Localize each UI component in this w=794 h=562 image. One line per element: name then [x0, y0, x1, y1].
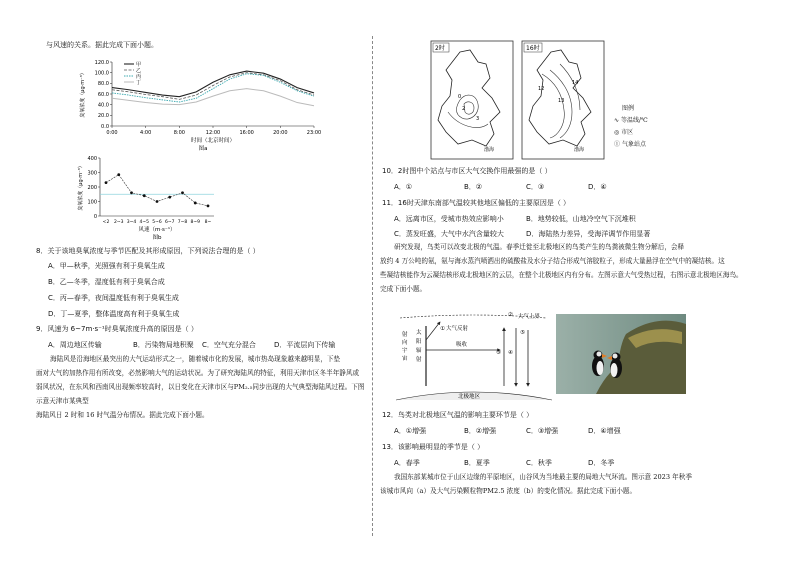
map-number: 13	[558, 98, 565, 104]
passage-line: 些凝结核能作为云凝结核形成北极地区的云层，在整个北极地区内有分布。左图示意大气受热过程，右图示意北极地区海鸟。	[380, 271, 743, 279]
question-10-stem: 10．2时图中个站点与市区大气交换作用最强的是（ ）	[382, 167, 552, 175]
question-9-stem: 9．风速为 6~7m·s⁻¹时臭氧浓度升高的原因是（ ）	[36, 325, 198, 333]
x-tick-label: 23:00	[306, 130, 322, 136]
x-tick-label: 16:00	[239, 130, 254, 136]
y-tick-label: 100.0	[94, 70, 109, 77]
passage-line: 该城市风向（a）及大气污染颗粒物PM2.5 浓度（b）的变化情况。据此完成下面小题。	[380, 487, 637, 495]
q9-option-c[interactable]: C．空气充分混合	[202, 341, 256, 349]
passage-line: 弱风状况，在东风和西南风出现频率较高时，以日变化在天津市区与PM₂.₅同步出现的大气典型海陆风过程。下图示意天津市某典型	[36, 383, 365, 405]
y-tick-label: 80.0	[97, 81, 109, 88]
arctic-seabird-photo	[556, 314, 686, 394]
x-tick-label: <2	[102, 220, 110, 225]
x-tick-label: 8:00	[173, 130, 185, 136]
tianjin-temperature-maps	[430, 40, 630, 160]
label-space-2: 向	[402, 340, 408, 346]
data-point	[117, 173, 120, 176]
q13-option-b[interactable]: B．夏季	[464, 459, 490, 467]
num-5: ⑤	[520, 330, 525, 336]
y-axis-label: 臭氧浓度（μg·m⁻³）	[78, 163, 84, 211]
passage-sea-land-breeze	[36, 352, 366, 422]
q13-option-a[interactable]: A．春季	[394, 459, 420, 467]
figure-a-caption: 图a	[198, 146, 208, 152]
label-surface: 北极地区	[458, 394, 481, 400]
map-legend-station: 气象站点	[621, 141, 646, 148]
x-tick-label: 20:00	[273, 130, 288, 136]
map-legend-city: 市区	[621, 129, 634, 136]
x-axis-label: 时间（北京时间）	[190, 138, 236, 144]
x-tick-label: 2~3	[114, 220, 124, 225]
chart-figure-b	[74, 154, 234, 244]
y-tick-label: 400	[87, 155, 97, 162]
q11-option-c[interactable]: C．蒸发旺盛，大气中水汽含量较大	[394, 230, 504, 238]
passage-line: 放约 4 万公吨的氨，氨与海水蒸汽喷洒出的硫酸盐及水分子结合形成气溶胶粒子，形成大量悬浮在空气中的凝结核。这	[380, 257, 725, 265]
x-tick-label: 4~5	[139, 220, 149, 225]
label-space-4: 宙	[402, 356, 408, 362]
q9-option-d[interactable]: D．平流层向下传输	[274, 341, 336, 349]
y-tick-label: 200	[87, 184, 97, 191]
q10-option-b[interactable]: B．②	[464, 183, 483, 191]
num-4: ④	[508, 350, 513, 356]
passage-line: 完成下面小题。	[380, 285, 427, 293]
label-solar-4: 射	[416, 357, 422, 363]
city-legend-icon: ◎	[614, 129, 620, 136]
passage-line: 海陆风日 2 时和 16 时气温分布情况。据此完成下面小题。	[36, 411, 209, 419]
question-13-stem: 13．该影响最明显的季节是（ ）	[382, 443, 485, 451]
q11-option-b[interactable]: B．地势较低，山地冷空气下沉堆积	[526, 215, 636, 223]
q10-option-c[interactable]: C．③	[526, 183, 545, 191]
num-2: ②	[508, 312, 513, 318]
x-tick-label: 0:00	[106, 130, 118, 136]
map-16h-title: 16时	[526, 45, 540, 52]
label-space-1: 射	[402, 332, 408, 338]
q10-option-a[interactable]: A．①	[394, 183, 413, 191]
map-number: 2	[462, 106, 466, 112]
figure-b-caption: 图b	[152, 235, 162, 241]
y-tick-label: 20.0	[97, 113, 109, 120]
y-tick-label: 0	[93, 213, 97, 220]
isotherm-line	[542, 74, 564, 138]
map-2h-outline	[438, 50, 500, 146]
label-space-3: 宇	[402, 348, 408, 354]
y-tick-label: 120.0	[94, 59, 109, 66]
q12-option-d[interactable]: D．④增强	[588, 427, 621, 435]
map-2h-title: 2时	[435, 45, 445, 52]
sea-label-16h: 渤海	[574, 147, 585, 153]
y-tick-label: 60.0	[97, 91, 109, 98]
q13-option-d[interactable]: D．冬季	[588, 459, 615, 467]
x-tick-label: 8~	[204, 220, 212, 225]
q8-option-d[interactable]: D．丁—夏季，整体温度高有利于臭氧生成	[48, 310, 180, 318]
data-point	[207, 204, 210, 207]
x-tick-label: 4:00	[140, 130, 152, 136]
q11-option-d[interactable]: D．海陆热力差异，受海洋调节作用显著	[526, 230, 651, 238]
data-point	[143, 194, 146, 197]
data-point	[156, 200, 159, 203]
x-axis-label: 风速（m·s⁻¹）	[138, 227, 176, 233]
label-solar-2: 阳	[416, 339, 422, 345]
q13-option-c[interactable]: C．秋季	[526, 459, 552, 467]
x-tick-label: 5~6	[152, 220, 162, 225]
q9-option-a[interactable]: A．周边地区传输	[48, 341, 102, 349]
map-number: 12	[538, 86, 545, 92]
series-line-乙	[112, 73, 314, 100]
q10-option-d[interactable]: D．④	[588, 183, 607, 191]
y-tick-label: 0.0	[101, 123, 109, 130]
map-legend	[614, 116, 648, 150]
x-tick-label: 6~7	[165, 220, 175, 225]
question-11-stem: 11．16时天津东南部气温较其他地区偏低的主要原因是（ ）	[382, 199, 571, 207]
label-atmosphere-top: 大气上界	[518, 314, 541, 320]
x-tick-label: 12:00	[205, 130, 221, 136]
map-number: 14	[572, 80, 579, 86]
question-12-stem: 12．鸟类对北极地区气温的影响主要环节是（ ）	[382, 411, 534, 419]
legend-label: 乙	[136, 67, 142, 74]
question-8-stem: 8．关于该地臭氧浓度与季节匹配及其形成原因，下列说法合理的是（ ）	[36, 247, 260, 255]
label-atm-reflect: 大气反射	[446, 326, 469, 332]
isotherm-line	[464, 102, 474, 114]
map-2h-frame	[431, 41, 513, 159]
q8-option-c[interactable]: C．丙—春季，夜间温度低有利于臭氧生成	[48, 294, 179, 302]
data-point	[181, 191, 184, 194]
map-number: 3	[476, 116, 480, 122]
num-1: ①	[440, 326, 445, 332]
data-point	[194, 202, 197, 205]
station-legend-icon: ①	[614, 141, 621, 148]
label-solar-3: 辐	[416, 348, 422, 354]
x-tick-label: 8~9	[190, 220, 200, 225]
passage-mountain-valley-wind	[380, 470, 750, 498]
legend-label: 丁	[136, 79, 142, 86]
q9-option-b[interactable]: B．污染物局地积聚	[133, 341, 194, 349]
x-tick-label: 7~8	[177, 220, 188, 225]
q8-option-a[interactable]: A．甲—秋季，光照强有利于臭氧生成	[48, 262, 165, 270]
passage-birds-arctic	[380, 240, 750, 296]
x-tick-label: 3~4	[126, 220, 137, 225]
num-3: ③	[496, 350, 501, 356]
passage-line: 我国东部某城市位于山区边缘的平原地区，山谷风为当地最主要的局地大气环流。图示意 2023 年秋季	[394, 473, 692, 481]
q11-option-a[interactable]: A．远离市区，受城市热效应影响小	[394, 215, 504, 223]
passage-line: 面对大气的加热作用有所改变，必然影响大气的运动状况。为了研究海陆风的特征，利用天津市区冬半年静风或	[36, 369, 360, 377]
column-divider	[372, 36, 373, 536]
label-absorb: 吸收	[456, 342, 468, 348]
reflect-arrow	[426, 322, 440, 340]
sea-label-2h: 渤海	[484, 147, 495, 153]
passage-line: 海陆风是沿海地区最突出的大气运动形式之一，随着城市化的发展，城市热岛现象越来越明显，下垫	[50, 355, 341, 363]
map-legend-title: 图例	[622, 105, 635, 112]
data-point	[105, 181, 108, 184]
legend-label: 丙	[136, 73, 142, 80]
chart-figure-a	[74, 54, 324, 154]
intro-line: 与风速的关系。据此完成下面小题。	[46, 41, 158, 49]
q12-option-a[interactable]: A．①增强	[394, 427, 427, 435]
legend-label: 甲	[136, 61, 142, 68]
y-tick-label: 40.0	[97, 102, 109, 109]
q8-option-b[interactable]: B．乙—冬季，湿度低有利于臭氧合成	[48, 278, 165, 286]
passage-line: 研究发现，鸟类可以改变北极的气温。春季迁徙至北极地区的鸟类产生的鸟粪被微生物分解后，会释	[394, 243, 685, 251]
y-axis-label: 臭氧浓度（μg·m⁻³）	[80, 70, 86, 118]
map-number: 0	[458, 94, 462, 100]
y-tick-label: 100	[87, 199, 97, 206]
q12-option-c[interactable]: C．③增强	[526, 427, 559, 435]
isotherm-legend-icon: ∿	[614, 117, 620, 124]
y-tick-label: 300	[87, 170, 97, 177]
data-point	[130, 191, 133, 194]
map-legend-isotherm: 等温线/℃	[620, 117, 648, 124]
atmospheric-heating-diagram	[396, 310, 552, 404]
data-point	[168, 196, 171, 199]
q12-option-b[interactable]: B．②增强	[464, 427, 497, 435]
label-solar-1: 太	[416, 330, 422, 336]
